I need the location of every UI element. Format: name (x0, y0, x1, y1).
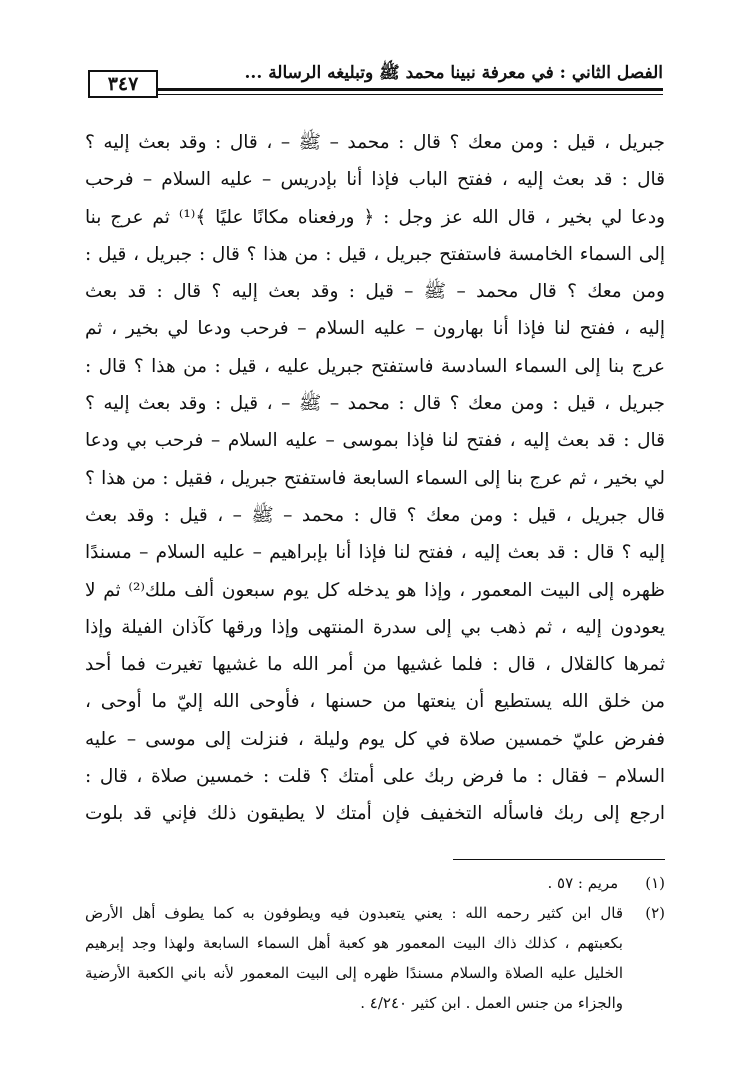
text-line: من خلق الله يستطيع أن ينعتها من حسنها ، فأوحى الله إليّ ما أوحى ، (85, 691, 665, 713)
header-rule-thick (158, 88, 663, 91)
text-line: ومن معك ؟ قال محمد – ﷺ – قيل : وقد بعث إليه ؟ قال : قد بعث (85, 281, 665, 303)
footnote-text: والجزاء من جنس العمل . ابن كثير ٤/٢٤٠ . (360, 994, 623, 1012)
text-line: يعودون إليه ، ثم ذهب بي إلى سدرة المنتهى وإذا ورقها كآذان الفيلة وإذا (85, 616, 665, 638)
footnote-text: الخليل عليه الصلاة والسلام مسندًا ظهره إلى البيت المعمور لأنه باني الكعبة الأرضية (85, 964, 623, 982)
text-line: جبريل ، قيل : ومن معك ؟ قال : محمد – ﷺ – ، قيل : وقد بعث إليه ؟ (85, 393, 665, 415)
text-line: إليه ، ففتح لنا فإذا أنا بهارون – عليه السلام – فرحب ودعا لي بخير ، ثم (85, 318, 665, 340)
text-line: قال جبريل ، قيل : ومن معك ؟ قال : محمد – ﷺ – ، قيل : وقد بعث (85, 504, 665, 526)
footnote-1 (85, 868, 665, 898)
running-title: الفصل الثاني : في معرفة نبينا محمد ﷺ وتبليغه الرسالة ... (244, 63, 663, 83)
footnote-number: (٢) (645, 904, 665, 922)
footnote-text: بكعبتهم ، كذلك ذاك البيت المعمور هو كعبة أهل السماء السابعة ولهذا وجد إبرهيم (85, 934, 623, 952)
footnote-2-continued (85, 928, 665, 958)
footnote-2-continued (85, 958, 665, 988)
text-line: ظهره إلى البيت المعمور ، وإذا هو يدخله كل يوم سبعون ألف ملك⁽²⁾ ثم لا (85, 579, 665, 601)
text-line: لي بخير ، ثم عرج بنا إلى السماء السابعة فاستفتح جبريل ، فقيل : من هذا ؟ (85, 467, 665, 489)
main-text (85, 124, 665, 833)
page-header (88, 58, 663, 98)
text-line: السلام – فقال : ما فرض ربك على أمتك ؟ قلت : خمسين صلاة ، قال : (85, 766, 665, 788)
footnote-separator (453, 859, 665, 860)
text-line: قال : قد بعث إليه ، ففتح الباب فإذا أنا بإدريس – عليه السلام – فرحب (85, 169, 665, 191)
text-line: إليه ؟ قال : قد بعث إليه ، ففتح لنا فإذا أنا بإبراهيم – عليه السلام – مسندًا (85, 542, 665, 564)
footnote-2 (85, 898, 665, 928)
footnote-2-continued (85, 988, 665, 1018)
text-line: ففرض عليّ خمسين صلاة في كل يوم وليلة ، فنزلت إلى موسى – عليه (85, 728, 665, 750)
footnote-number: (١) (645, 874, 665, 892)
text-line: ارجع إلى ربك فاسأله التخفيف فإن أمتك لا يطيقون ذلك فإني قد بلوت (85, 803, 665, 825)
text-line: ثمرها كالقلال ، قال : فلما غشيها من أمر الله ما غشيها تغيرت فما أحد (85, 654, 665, 676)
text-line: جبريل ، قيل : ومن معك ؟ قال : محمد – ﷺ – ، قال : وقد بعث إليه ؟ (85, 132, 665, 153)
text-line: ودعا لي بخير ، قال الله عز وجل : ﴿ ورفعناه مكانًا عليًا ﴾⁽¹⁾ ثم عرج بنا (85, 206, 665, 228)
page-number: ٣٤٧ (88, 70, 158, 98)
footnotes (85, 868, 665, 1018)
footnote-text: قال ابن كثير رحمه الله : يعني يتعبدون فيه ويطوفون به كما يطوف أهل الأرض (85, 904, 623, 922)
footnote-text: مريم : ٥٧ . (547, 874, 619, 892)
header-rule-thin (158, 94, 663, 95)
text-line: إلى السماء الخامسة فاستفتح جبريل ، قيل : من هذا ؟ قال : جبريل ، قيل : (85, 243, 665, 265)
text-line: عرج بنا إلى السماء السادسة فاستفتح جبريل عليه ، قيل : من هذا ؟ قال : (85, 355, 665, 377)
text-line: قال : قد بعث إليه ، ففتح لنا فإذا بموسى – عليه السلام – فرحب بي ودعا (85, 430, 665, 452)
